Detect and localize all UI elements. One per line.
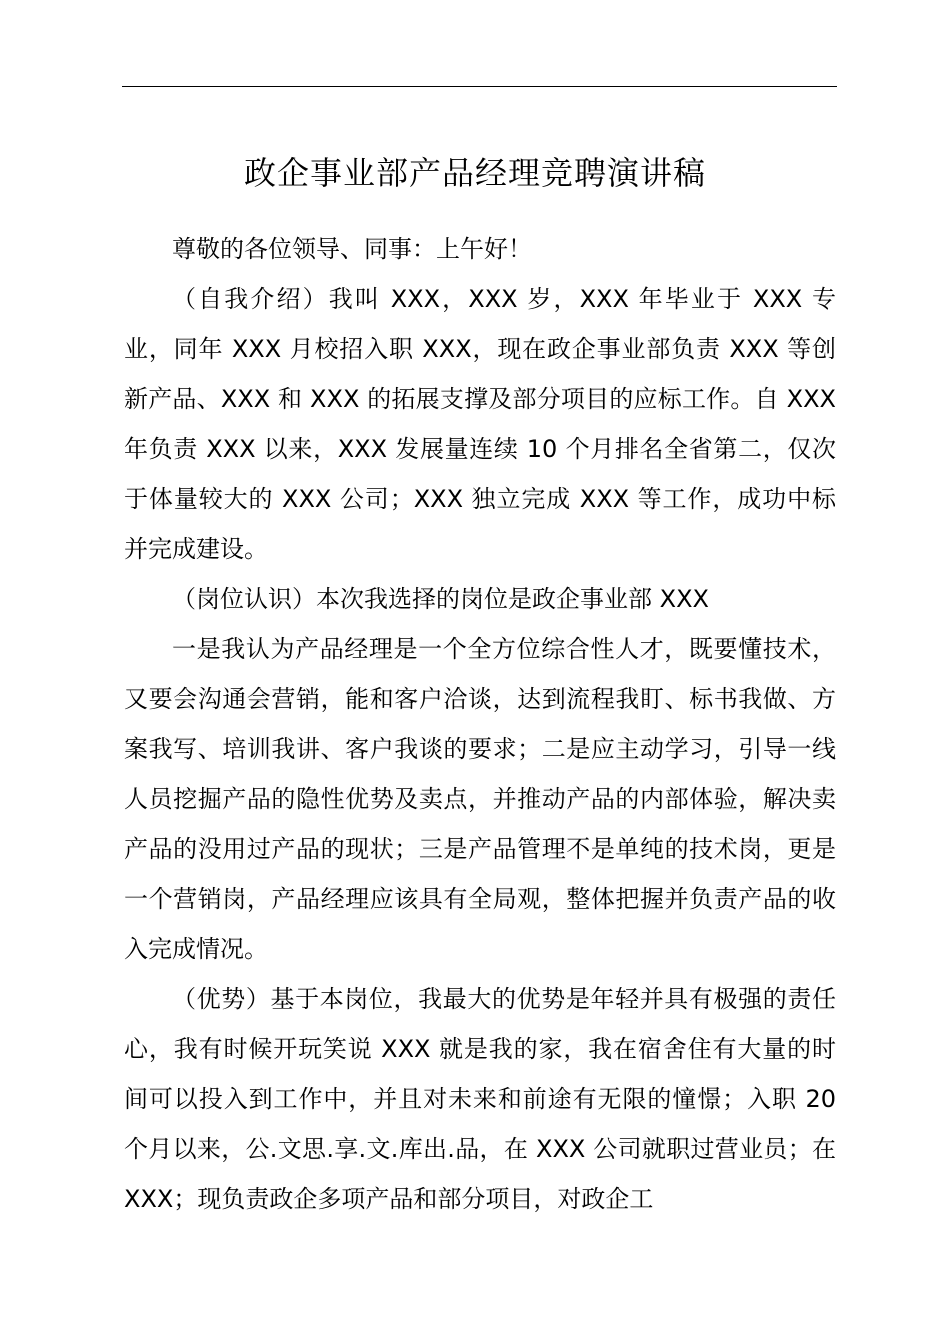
role-requirements-paragraph: 一是我认为产品经理是一个全方位综合性人才，既要懂技术，又要会沟通会营销，能和客户洽谈，达到流程我盯、标书我做、方案我写、培训我讲、客户我谈的要求；二是应主动学习，引导一线人员挖掘产品的隐性优势及卖点，并推动产品的内部体验，解决卖产品的没用过产品的现状；三是产品管理不是单纯的技术岗，更是一个营销岗，产品经理应该具有全局观，整体把握并负责产品的收入完成情况。 xyxy=(124,635,836,963)
advantages-paragraph: （优势）基于本岗位，我最大的优势是年轻并具有极强的责任心，我有时候开玩笑说 XXX 就是我的家，我在宿舍住有大量的时间可以投入到工作中，并且对未来和前途有无限的憧憬；入职 20 个月以来，公.文思.享.文.库出.品，在 XXX 公司就职过营业员；在 XXX；现负责政企多项产品和部分项目，对政企工 xyxy=(124,985,836,1213)
header-rule xyxy=(122,86,837,87)
position-understanding-paragraph: （岗位认识）本次我选择的岗位是政企事业部 XXX xyxy=(172,585,709,613)
document-title: 政企事业部产品经理竞聘演讲稿 xyxy=(243,154,706,192)
greeting-paragraph: 尊敬的各位领导、同事：上午好！ xyxy=(172,235,532,263)
document-body xyxy=(124,224,836,1224)
self-introduction-paragraph: （自我介绍）我叫 XXX，XXX 岁，XXX 年毕业于 XXX 专业，同年 XXX 月校招入职 XXX，现在政企事业部负责 XXX 等创新产品、XXX 和 XXX 的拓展支撑及部分项目的应标工作。自 XXX 年负责 XXX 以来，XXX 发展量连续 10 个月排名全省第二，仅次于体量较大的 XXX 公司；XXX 独立完成 XXX 等工作，成功中标并完成建设。 xyxy=(124,285,836,563)
